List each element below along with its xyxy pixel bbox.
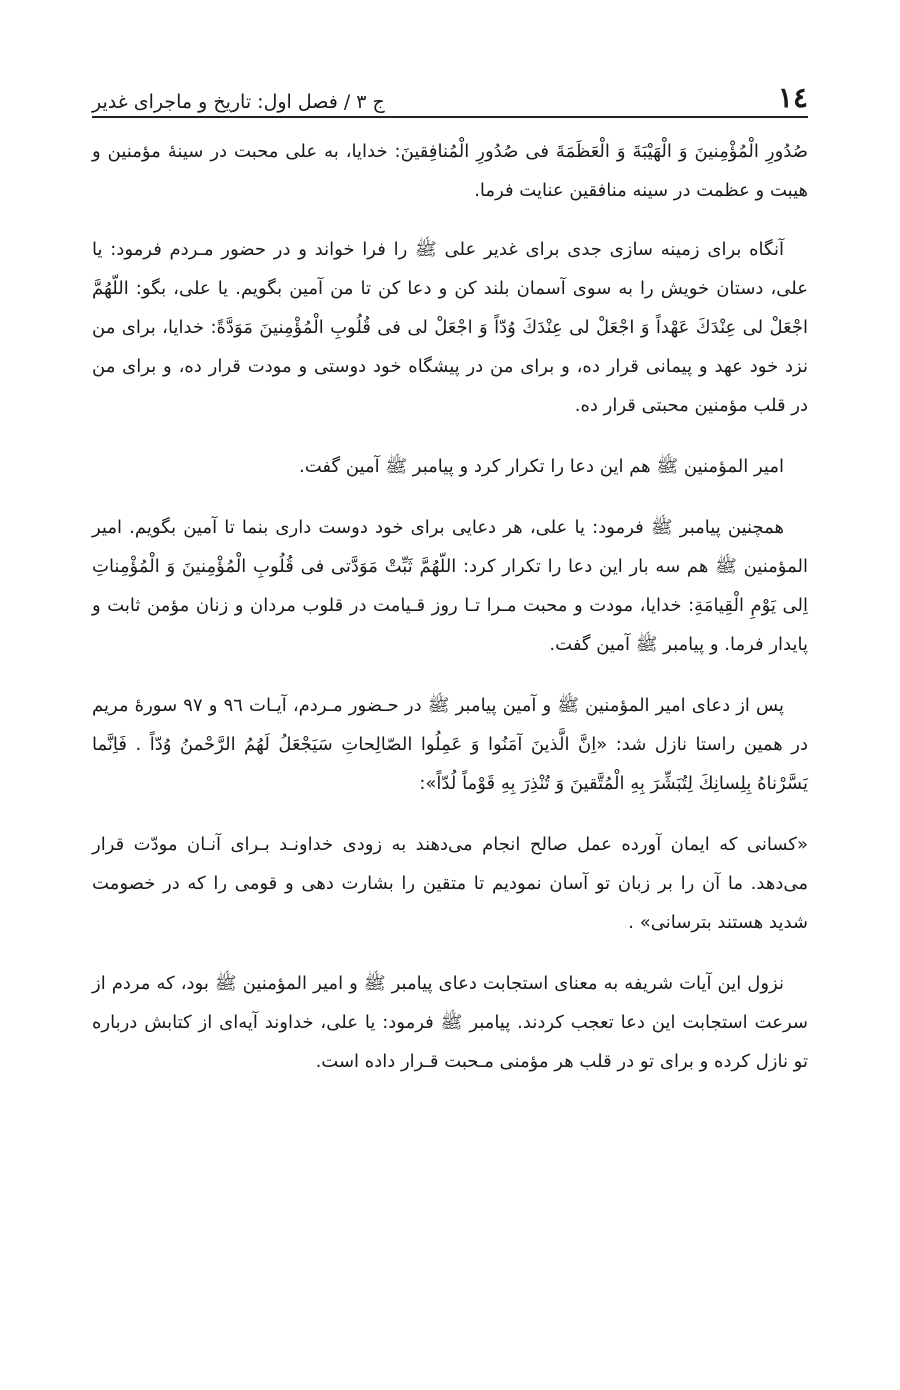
quoted-translation: «كسانى كه ايمان آورده عمل صالح انجام مى‌دهند به زودى خداونـد بـراى آنـان مودّت قرار مى‌دهد. ما آن را بر زبان تو آسان نموديم تا متقين را بشارت دهى و قومى را كه در خصومت شديد هستند بترسانى» .: [92, 834, 808, 933]
paragraph: نزول اين آيات شريفه به معناى استجابت دعاى پيامبر ﷺ و امير المؤمنين ﷺ بود، كه مردم از سرعت استجابت اين دعا تعجب كردند. پيامبر ﷺ فرمود: يا على، خداوند آيه‌اى از كتابش درباره تو نازل كرده و براى تو در قلب هر مؤمنى مـحبت قـرار داده است.: [92, 973, 808, 1072]
paragraph: همچنين پيامبر ﷺ فرمود: يا على، هر دعايى براى خود دوست دارى بنما تا آمين بگويم. امير المؤمنين ﷺ هم سه بار اين دعا را تكرار كرد: اللّهُمَّ ثَبِّتْ مَوَدَّتى فى قُلُوبِ الْمُؤْمِنينَ وَ الْمُؤْمِناتِ اِلى يَوْمِ الْقِيامَةِ: خدايا، مودت و محبت مـرا تـا روز قـيامت در قلوب مردان و زنان مؤمن ثابت و پايدار فرما. و پيامبر ﷺ آمين گفت.: [92, 517, 808, 655]
running-title: ج ٣ / فصل اول: تاريخ و ماجراى غدير: [92, 91, 385, 113]
paragraph: آنگاه براى زمينه سازى جدى براى غدير على ﷺ را فرا خواند و در حضور مـردم فرمود: يا على، دستان خويش را به سوى آسمان بلند كن و دعا كن تا من آمين بگويم. يا على، بگو: اللّهُمَّ اجْعَلْ لى عِنْدَكَ عَهْداً وَ اجْعَلْ لى عِنْدَكَ وُدّاً وَ اجْعَلْ لى فى قُلُوبِ الْمُؤْمِنينَ مَوَدَّةً: خدايا، براى من نزد خود عهد و پيمانى قرار ده، و براى من در پيشگاه خود دوستى و مودت قرار ده، و براى من در قلب مؤمنين محبتى قرار ده.: [92, 239, 808, 416]
paragraph: پس از دعاى امير المؤمنين ﷺ و آمين پيامبر ﷺ در حـضور مـردم، آيـات ٩٦ و ٩٧ سورهٔ مريم در همين راستا نازل شد: «اِنَّ الَّذينَ آمَنُوا وَ عَمِلُوا الصّالِحاتِ سَيَجْعَلُ لَهُمُ الرَّحْمنُ وُدّاً . فَاِنَّما يَسَّرْناهُ بِلِسانِكَ لِتُبَشِّرَ بِهِ الْمُتَّقينَ وَ تُنْذِرَ بِهِ قَوْماً لُدّاً»:: [92, 695, 808, 794]
paragraph: امير المؤمنين ﷺ هم اين دعا را تكرار كرد و پيامبر ﷺ آمين گفت.: [299, 456, 784, 477]
paragraph: صُدُورِ الْمُؤْمِنينَ وَ الْهَيْبَةَ وَ الْعَظَمَةَ فى صُدُورِ الْمُنافِقينَ: خدايا، به على محبت در سينهٔ مؤمنين و هيبت و عظمت در سينه منافقين عنايت فرما.: [92, 141, 808, 201]
page-header: [92, 62, 808, 118]
book-page: [92, 62, 808, 1103]
page-number: ١٤: [777, 81, 808, 114]
page-body: [92, 132, 808, 1081]
